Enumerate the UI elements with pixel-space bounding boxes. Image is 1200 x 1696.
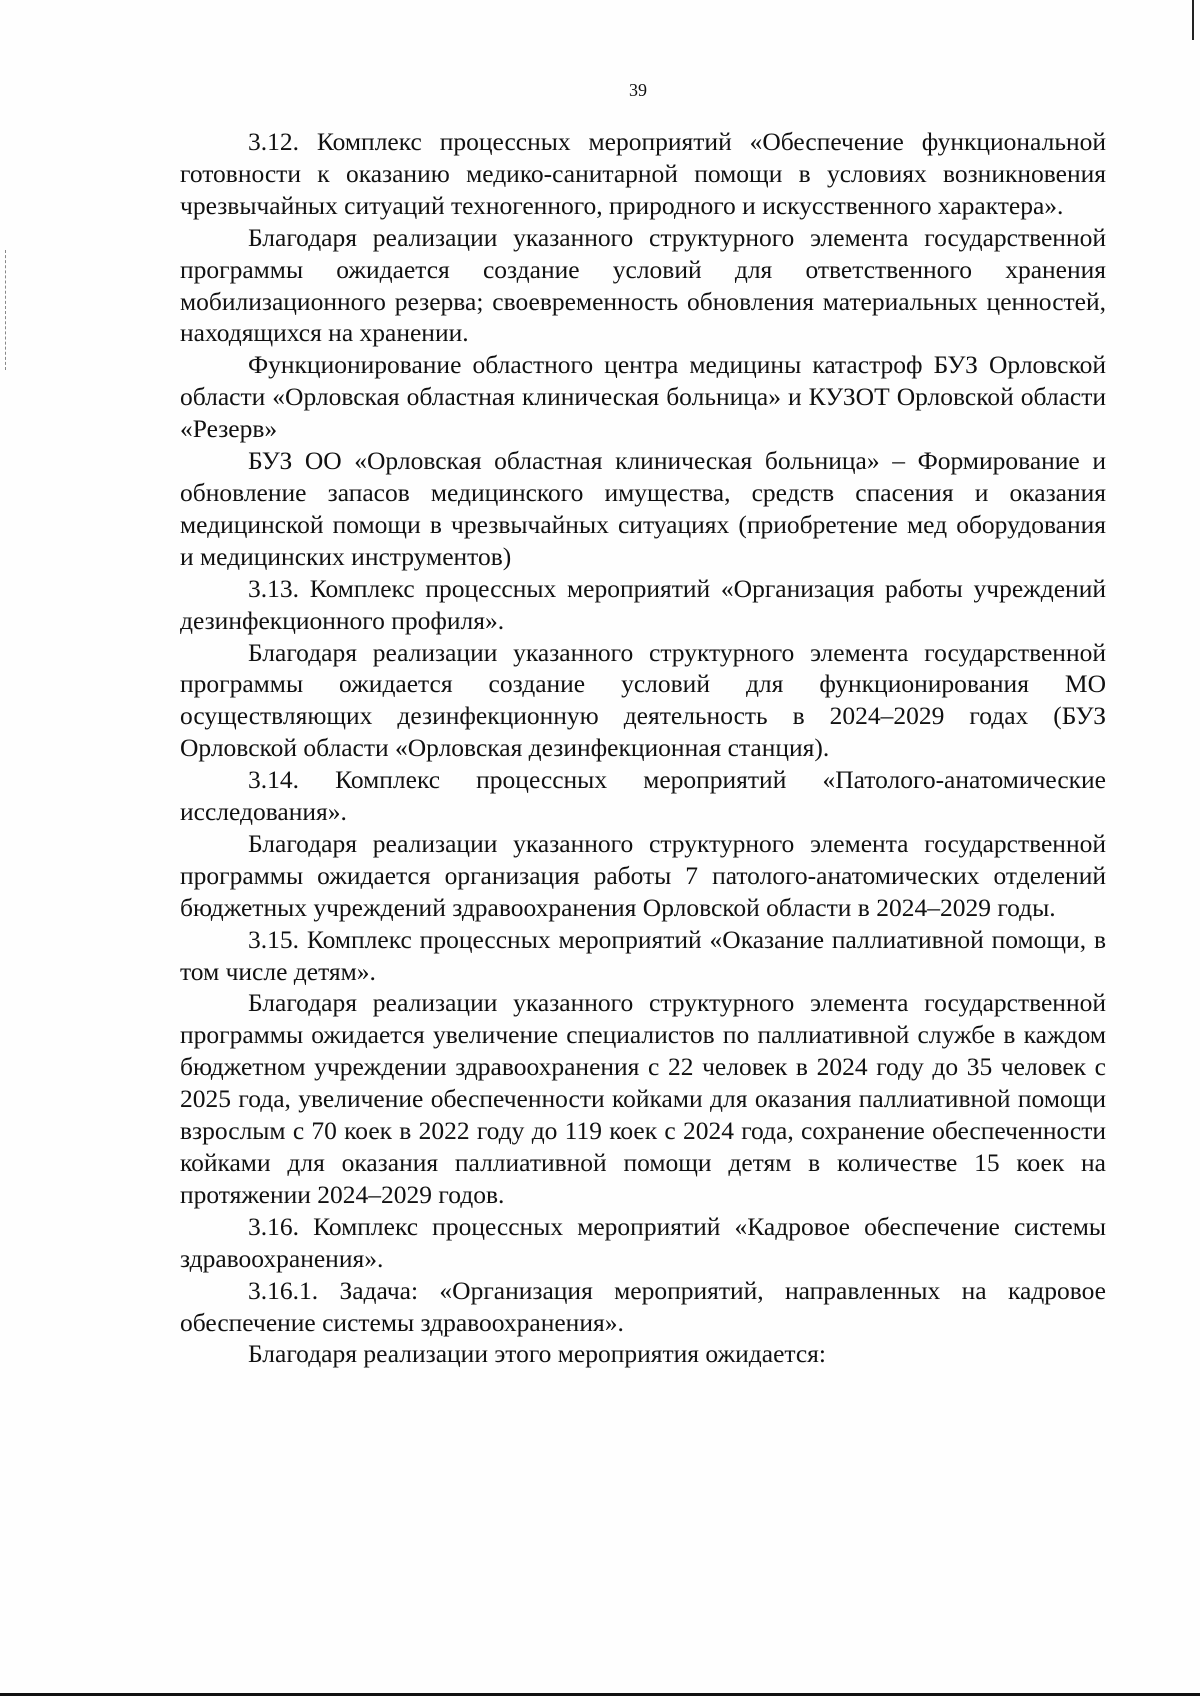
paragraph-3-13-heading: 3.13. Комплекс процессных мероприятий «Организация работы учреждений дезинфекционного профиля». — [180, 573, 1106, 635]
paragraph-hospital-supplies: БУЗ ОО «Орловская областная клиническая больница» – Формирование и обновление запасов медицинского имущества, средств спасения и оказания медицинской помощи в чрезвычайных ситуациях (приобретение мед оборудования и медицинских инструментов) — [180, 446, 1106, 571]
paragraph-3-16-heading: 3.16. Комплекс процессных мероприятий «Кадровое обеспечение системы здравоохранения». — [180, 1211, 1106, 1273]
paragraph-disaster-center: Функционирование областного центра медицины катастроф БУЗ Орловской области «Орловская областная клиническая больница» и КУЗОТ Орловской области «Резерв» — [180, 350, 1106, 444]
paragraph-3-15-heading: 3.15. Комплекс процессных мероприятий «Оказание паллиативной помощи, в том числе детям». — [180, 924, 1106, 986]
paragraph-3-15-expected-result: Благодаря реализации указанного структурного элемента государственной программы ожидается увеличение специалистов по паллиативной службе в каждом бюджетном учреждении здравоохранения с 22 человек в 2024 году до 35 человек с 2025 года, увеличение обеспеченности койками для оказания паллиативной помощи взрослым с 70 коек в 2022 году до 119 коек с 2024 года, сохранение обеспеченности койками для оказания паллиативной помощи детям в количестве 15 коек на протяжении 2024–2029 годов. — [180, 988, 1106, 1209]
paragraph-3-12-expected-result: Благодаря реализации указанного структурного элемента государственной программы ожидается создание условий для ответственного хранения мобилизационного резерва; своевременность обновления материальных ценностей, находящихся на хранении. — [180, 222, 1106, 348]
paragraph-expected-intro: Благодаря реализации этого мероприятия ожидается: — [248, 1339, 826, 1369]
page-number: 39 — [629, 80, 647, 100]
paragraph-3-12-heading: 3.12. Комплекс процессных мероприятий «Обеспечение функциональной готовности к оказанию медико-санитарной помощи в условиях возникновения чрезвычайных ситуаций техногенного, природного и искусственного характера». — [180, 127, 1106, 220]
paragraph-3-14-heading: 3.14. Комплекс процессных мероприятий «Патолого-анатомические исследования». — [180, 765, 1106, 827]
document-body — [180, 126, 1106, 1370]
paragraph-3-16-1-task: 3.16.1. Задача: «Организация мероприятий, направленных на кадровое обеспечение системы здравоохранения». — [180, 1275, 1106, 1337]
scan-margin-mark — [5, 250, 7, 370]
paragraph-3-14-expected-result: Благодаря реализации указанного структурного элемента государственной программы ожидается организация работы 7 патолого-анатомических отделений бюджетных учреждений здравоохранения Орловской области в 2024–2029 годы. — [180, 828, 1106, 922]
paragraph-3-13-expected-result: Благодаря реализации указанного структурного элемента государственной программы ожидается создание условий для функционирования МО осуществляющих дезинфекционную деятельность в 2024–2029 годах (БУЗ Орловской области «Орловская дезинфекционная станция). — [180, 637, 1106, 763]
scan-edge-mark — [1192, 0, 1194, 40]
